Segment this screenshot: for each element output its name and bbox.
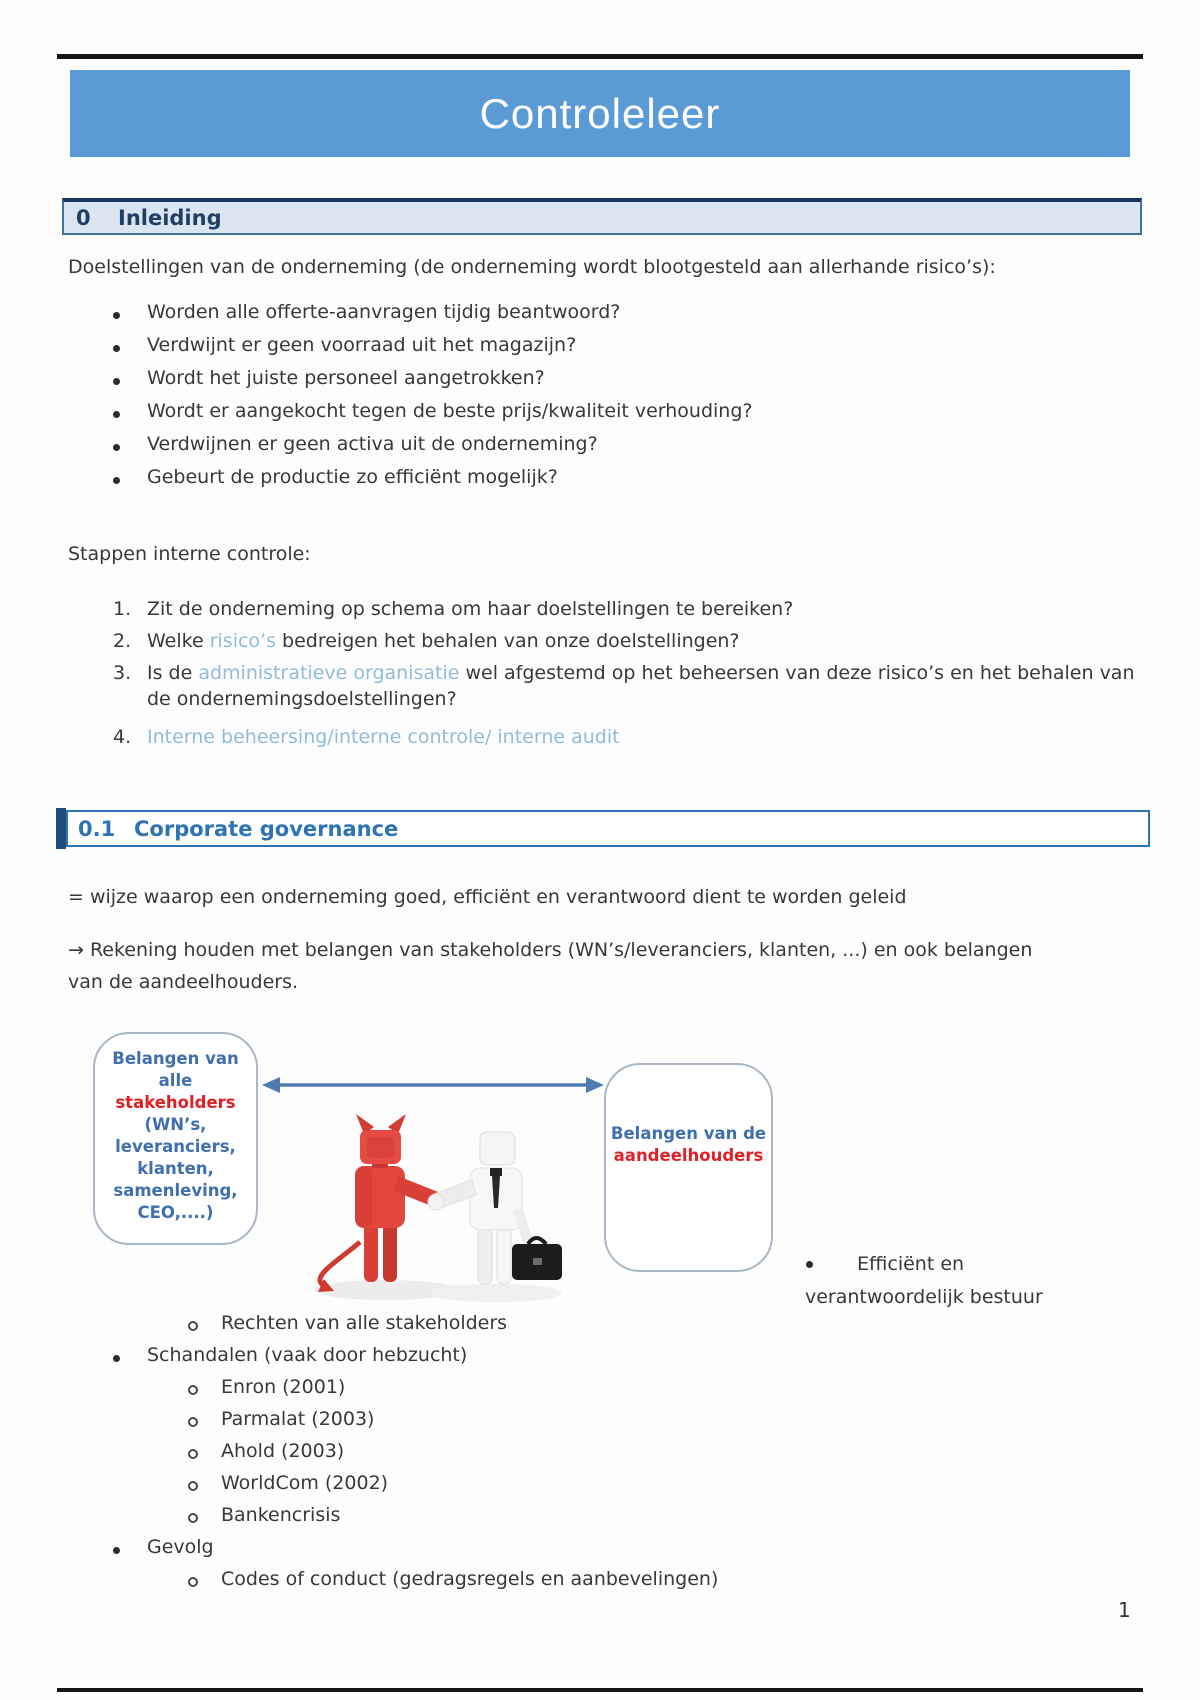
step-text: wel afgestemd op het beheersen van deze risico’s en het behalen van de ondernemingsdoelstellingen?: [147, 662, 1135, 710]
list-item: Codes of conduct (gedragsregels en aanbevelingen): [221, 1568, 719, 1590]
step-text: bedreigen het behalen van onze doelstellingen?: [275, 630, 740, 652]
box-line: leveranciers,: [115, 1137, 236, 1156]
list-item: Verdwijnen er geen activa uit de onderneming?: [147, 433, 598, 455]
steps-heading: Stappen interne controle:: [68, 543, 311, 565]
list-item: Wordt er aangekocht tegen de beste prijs/kwaliteit verhouding?: [147, 400, 753, 422]
box-line: Belangen van de: [610, 1124, 767, 1143]
step-number: 3.: [113, 662, 132, 684]
circle-bullet-icon: [188, 1417, 198, 1427]
section-accent-bar: [56, 808, 66, 849]
section-title: Corporate governance: [134, 816, 399, 841]
circle-bullet-icon: [188, 1385, 198, 1395]
list-item: Parmalat (2003): [221, 1408, 375, 1430]
intro-lead: Doelstellingen van de onderneming (de onderneming wordt blootgesteld aan allerhande risico’s):: [68, 256, 996, 278]
section-number: 0: [76, 205, 91, 230]
section-number: 0.1: [78, 816, 116, 841]
bullet-icon: [113, 1355, 120, 1362]
list-item: Ahold (2003): [221, 1440, 345, 1462]
bullet-icon: [113, 1547, 120, 1554]
side-bullet-item: Efficiënt en verantwoordelijk bestuur: [805, 1253, 1043, 1308]
step-item: Zit de onderneming op schema om haar doelstellingen te bereiken?: [147, 598, 794, 620]
step-text: Is de: [147, 662, 199, 684]
list-item: Schandalen (vaak door hebzucht): [147, 1344, 468, 1366]
step-item: [147, 660, 1147, 712]
list-item: Bankencrisis: [221, 1504, 341, 1526]
bullet-icon: [113, 345, 120, 352]
title-banner: [70, 70, 1130, 157]
page-title: Controleleer: [479, 89, 721, 137]
step-number: 4.: [113, 726, 132, 748]
circle-bullet-icon: [188, 1513, 198, 1523]
step-number: 2.: [113, 630, 132, 652]
list-item: Gebeurt de productie zo efficiënt mogelijk?: [147, 466, 558, 488]
list-item: WorldCom (2002): [221, 1472, 389, 1494]
circle-bullet-icon: [188, 1321, 198, 1331]
section-header-inleiding: [62, 198, 1142, 235]
circle-bullet-icon: [188, 1449, 198, 1459]
circle-bullet-icon: [188, 1481, 198, 1491]
bottom-rule: [57, 1688, 1143, 1692]
box-line: (WN’s,: [144, 1115, 207, 1134]
admin-org-link-text: administratieve organisatie: [198, 662, 460, 684]
section-header-corporate-governance: [66, 810, 1150, 847]
bullet-icon: [113, 378, 120, 385]
step-item: [147, 628, 1147, 654]
list-item: Gevolg: [147, 1536, 214, 1558]
box-line: CEO,....): [137, 1203, 214, 1222]
risk-link-text: risico’s: [209, 630, 276, 652]
list-item: Worden alle offerte-aanvragen tijdig beantwoord?: [147, 301, 621, 323]
shareholders-box: [604, 1063, 773, 1272]
step-item: Interne beheersing/interne controle/ interne audit: [147, 726, 620, 748]
governance-note: → Rekening houden met belangen van stakeholders (WN’s/leveranciers, klanten, ...) en ook belangen van de aandeelhouders.: [68, 939, 1033, 993]
bullet-icon: [113, 477, 120, 484]
list-item: Enron (2001): [221, 1376, 346, 1398]
box-line-aandeelhouders: aandeelhouders: [613, 1146, 764, 1165]
step-text: Welke: [147, 630, 210, 652]
list-item: Verdwijnt er geen voorraad uit het magazijn?: [147, 334, 577, 356]
box-line: Belangen van: [112, 1049, 239, 1068]
page-number: 1: [1118, 1598, 1131, 1622]
bullet-icon: [113, 444, 120, 451]
box-line: samenleving,: [113, 1181, 238, 1200]
box-line: klanten,: [137, 1159, 214, 1178]
stakeholders-box: [93, 1032, 258, 1245]
box-line: alle: [158, 1071, 193, 1090]
list-item: Wordt het juiste personeel aangetrokken?: [147, 367, 545, 389]
bullet-icon: [113, 411, 120, 418]
circle-bullet-icon: [188, 1577, 198, 1587]
devil-businessman-handshake-image: [298, 1092, 566, 1304]
section-title: Inleiding: [118, 205, 222, 230]
list-item: Rechten van alle stakeholders: [221, 1312, 508, 1334]
box-line-stakeholders: stakeholders: [115, 1093, 236, 1112]
governance-definition: = wijze waarop een onderneming goed, efficiënt en verantwoord dient te worden geleid: [68, 886, 907, 908]
bullet-icon: [113, 312, 120, 319]
top-rule: [57, 54, 1143, 59]
step-number: 1.: [113, 598, 132, 620]
